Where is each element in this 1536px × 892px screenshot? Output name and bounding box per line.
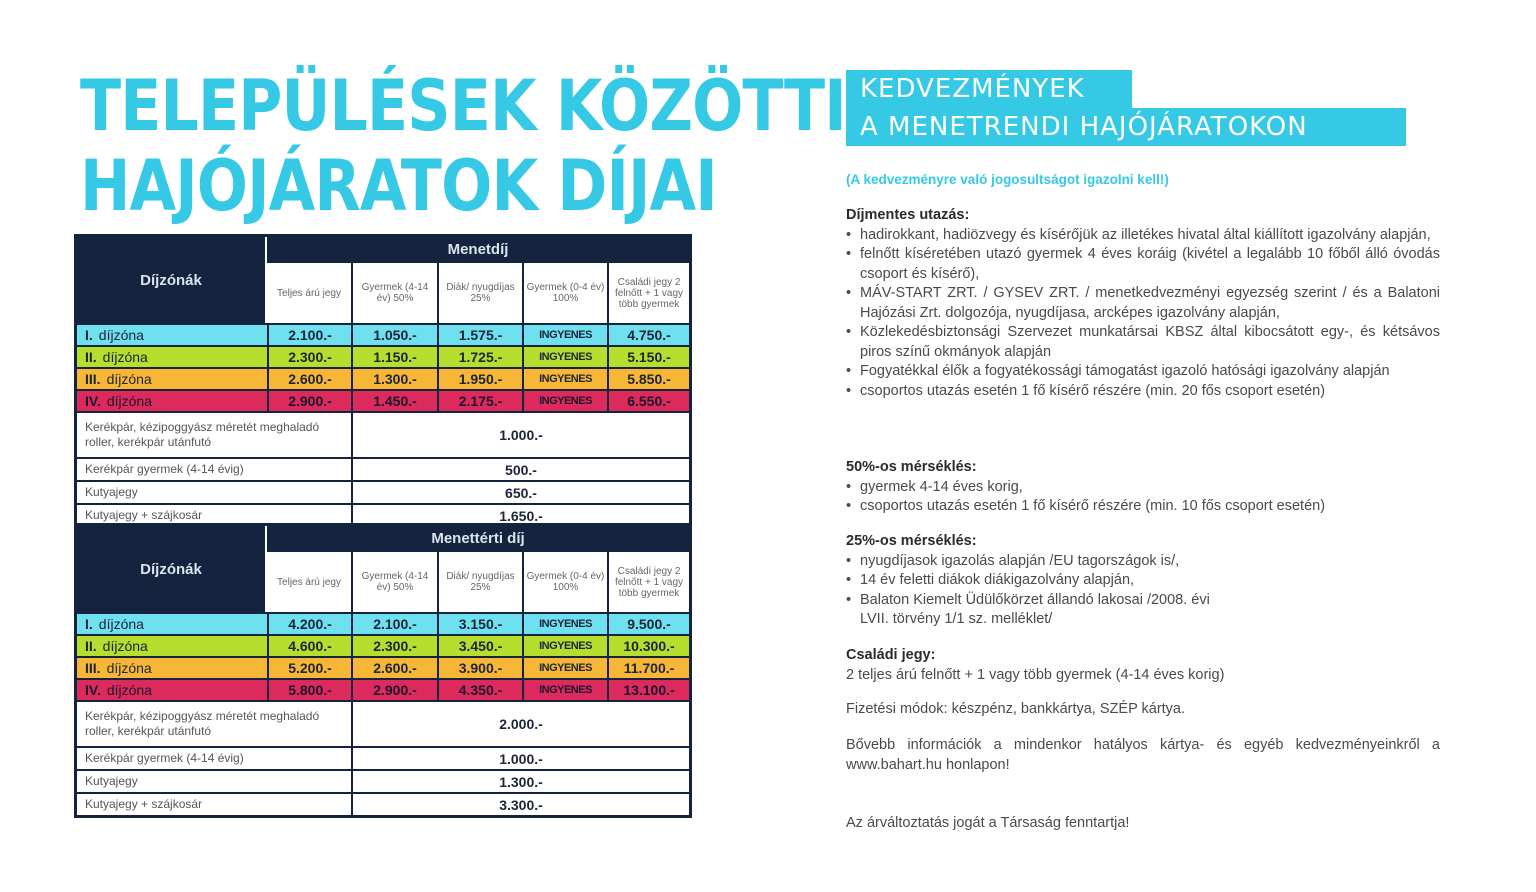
table-row: Kutyajegy + szájkosár 3.300.- bbox=[77, 792, 689, 815]
table-row: I. díjzóna 4.200.- 2.100.- 3.150.- INGYENES 9.500.- bbox=[77, 612, 689, 634]
one-way-fare-table bbox=[74, 234, 692, 529]
table-row: Kerékpár gyermek (4-14 évig) 1.000.- bbox=[77, 746, 689, 769]
list-item: • felnőtt kíséretében utazó gyermek 4 éves koráig (kivétel a legalább 10 főből álló óvodás csoport és kísérő), bbox=[846, 246, 1440, 282]
col-header-family: Családi jegy 2 felnőtt + 1 vagy több gyermek bbox=[607, 552, 689, 612]
col-header-full-price: Teljes árú jegy bbox=[267, 263, 351, 323]
family-ticket-text: 2 teljes árú felnőtt + 1 vagy több gyermek (4-14 éves korig) bbox=[846, 666, 1225, 683]
list-item: • Balaton Kiemelt Üdülőkörzet állandó lakosai /2008. évi LVII. törvény 1/1 sz. melléklet/ bbox=[846, 591, 1210, 627]
col-header-student-pensioner: Diák/ nyugdíjas 25% bbox=[437, 552, 522, 612]
table-row: Kutyajegy + szájkosár 1.650.- bbox=[77, 503, 689, 526]
table-row: III. díjzóna 2.600.- 1.300.- 1.950.- INGYENES 5.850.- bbox=[77, 367, 689, 389]
family-ticket-section bbox=[846, 646, 1440, 685]
list-item: • hadirokkant, hadiözvegy és kísérőjük az illetékes hivatal által kiállított igazolvány alapján, bbox=[846, 226, 1431, 243]
section-title: 25%-os mérséklés: bbox=[846, 533, 977, 549]
table-row: Kerékpár gyermek (4-14 évig) 500.- bbox=[77, 457, 689, 480]
list-item: • 14 év feletti diákok diákigazolvány alapján, bbox=[846, 572, 1135, 588]
price-change-disclaimer: Az árváltoztatás jogát a Társaság fenntartja! bbox=[846, 815, 1130, 831]
table-row: Kerékpár, kézipoggyász méretét meghaladó roller, kerékpár utánfutó 1.000.- bbox=[77, 411, 689, 457]
list-item: • csoportos utazás esetén 1 fő kísérő részére (min. 20 fős csoport esetén) bbox=[846, 382, 1326, 399]
fifty-percent-section bbox=[846, 458, 1440, 517]
section-title: Családi jegy: bbox=[846, 647, 936, 663]
section-title: Díjmentes utazás: bbox=[846, 207, 970, 223]
col-header-full-price: Teljes árú jegy bbox=[267, 552, 351, 612]
zone-column-header: Díjzónák bbox=[77, 526, 267, 612]
table-row: II. díjzóna 4.600.- 2.300.- 3.450.- INGYENES 10.300.- bbox=[77, 634, 689, 656]
table-row: III. díjzóna 5.200.- 2.600.- 3.900.- INGYENES 11.700.- bbox=[77, 656, 689, 678]
list-item: • csoportos utazás esetén 1 fő kísérő részére (min. 10 fős csoport esetén) bbox=[846, 498, 1326, 514]
col-header-child: Gyermek (4-14 év) 50% bbox=[351, 263, 437, 323]
discounts-heading-line-2: A MENETRENDI HAJÓJÁRATOKON bbox=[846, 108, 1406, 146]
table-row: IV. díjzóna 2.900.- 1.450.- 2.175.- INGYENES 6.550.- bbox=[77, 389, 689, 411]
list-item: • gyermek 4-14 éves korig, bbox=[846, 478, 1023, 495]
table-row: IV. díjzóna 5.800.- 2.900.- 4.350.- INGYENES 13.100.- bbox=[77, 678, 689, 700]
table-header bbox=[77, 237, 689, 323]
section-title: 50%-os mérséklés: bbox=[846, 459, 977, 475]
list-item: • Fogyatékkal élők a fogyatékossági támogatást igazoló hatósági igazolvány alapján bbox=[846, 363, 1390, 379]
payment-methods: Fizetési módok: készpénz, bankkártya, SZÉP kártya. bbox=[846, 701, 1186, 717]
table-row: II. díjzóna 2.300.- 1.150.- 1.725.- INGYENES 5.150.- bbox=[77, 345, 689, 367]
col-header-child: Gyermek (4-14 év) 50% bbox=[351, 552, 437, 612]
zone-column-header: Díjzónák bbox=[77, 237, 267, 323]
fare-band-header: Menetdíj bbox=[267, 237, 689, 263]
table-row: Kerékpár, kézipoggyász méretét meghaladó roller, kerékpár utánfutó 2.000.- bbox=[77, 700, 689, 746]
discounts-heading-line-1: KEDVEZMÉNYEK bbox=[846, 70, 1132, 108]
col-header-infant: Gyermek (0-4 év) 100% bbox=[522, 552, 607, 612]
fare-band-header: Menettérti díj bbox=[267, 526, 689, 552]
col-header-family: Családi jegy 2 felnőtt + 1 vagy több gyermek bbox=[607, 263, 689, 323]
more-info-text: Bővebb információk a mindenkor hatályos kártya- és egyéb kedvezményeinkről a www.bahart.hu honlapon! bbox=[846, 737, 1440, 773]
table-row: Kutyajegy 650.- bbox=[77, 480, 689, 503]
free-travel-section bbox=[846, 206, 1440, 401]
eligibility-note: (A kedvezményre való jogosultságot igazolni kell!) bbox=[846, 172, 1169, 187]
return-fare-table bbox=[74, 523, 692, 818]
list-item: • nyugdíjasok igazolás alapján /EU tagországok is/, bbox=[846, 552, 1180, 569]
title-line-1: TELEPÜLÉSEK KÖZÖTTI bbox=[80, 65, 846, 147]
twenty-five-percent-section bbox=[846, 532, 1440, 630]
col-header-student-pensioner: Diák/ nyugdíjas 25% bbox=[437, 263, 522, 323]
col-header-infant: Gyermek (0-4 év) 100% bbox=[522, 263, 607, 323]
table-row: I. díjzóna 2.100.- 1.050.- 1.575.- INGYENES 4.750.- bbox=[77, 323, 689, 345]
page-title bbox=[80, 65, 846, 227]
table-header bbox=[77, 526, 689, 612]
list-item: • Közlekedésbiztonsági Szervezet munkatársai KBSZ által kibocsátott egy-, és kétsávos piros színű okmányok alapján bbox=[846, 324, 1440, 360]
table-row: Kutyajegy 1.300.- bbox=[77, 769, 689, 792]
title-line-2: HAJÓJÁRATOK DÍJAI bbox=[80, 145, 717, 227]
list-item: • MÁV-START ZRT. / GYSEV ZRT. / menetkedvezményi egyezség szerint / és a Balatoni Hajózási Zrt. dolgozója, nyugdíjasa, arcképes igazolvány alapján, bbox=[846, 285, 1440, 321]
